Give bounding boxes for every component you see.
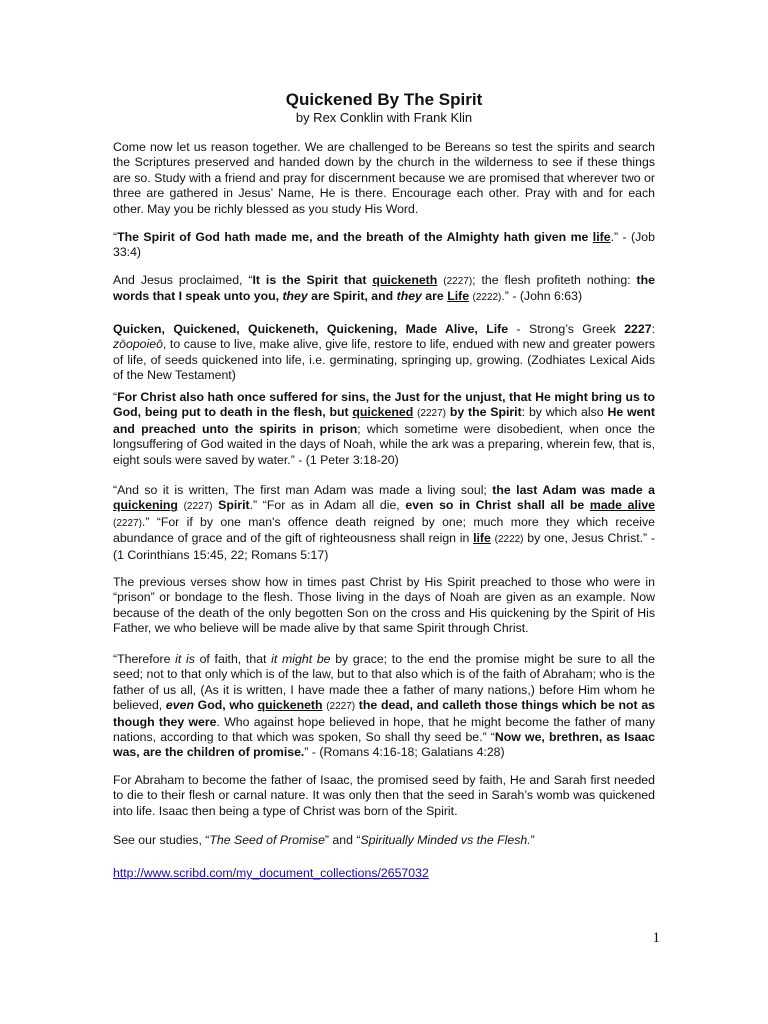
bold-span: by the Spirit xyxy=(445,405,522,420)
underlined-word: made alive xyxy=(589,498,656,513)
link-paragraph xyxy=(113,866,655,881)
text-span: “ xyxy=(113,230,118,244)
page-title: Quickened By The Spirit xyxy=(285,90,483,109)
strongs-definition-paragraph xyxy=(113,322,655,384)
bold-span: It is the Spirit that xyxy=(252,273,373,287)
bold-span: The Spirit of God hath made me, and the breath of the Almighty hath given me xyxy=(117,230,593,244)
strongs-ref: (2227) xyxy=(417,408,446,420)
strongs-ref: (2227) xyxy=(183,501,213,513)
underlined-word: Life xyxy=(447,289,470,304)
text-span: ; which sometime were disobedient, when once the longsuffering of God waited in the days of Noah, while the ark was a preparing, wherein few, that is, eight souls were saved by water.” - (1 Peter 3:18-20) xyxy=(113,421,655,467)
italic-span: it is xyxy=(175,652,195,666)
strongs-number: 2227 xyxy=(624,322,652,336)
bold-span: are Spirit, and xyxy=(307,289,397,304)
greek-transliteration: zōopoieō xyxy=(113,337,163,352)
intro-paragraph: Come now let us reason together. We are challenged to be Bereans so test the spirits and search the Scriptures preserved and handed down by the church in the wilderness to see if these things are so. Study with a friend and pray for discernment because we are promised that wherever two or three are gathered in Jesus’ Name, He is there. Encourage each other. Pray with and for each other. May you be richly blessed as you study His Word. xyxy=(113,140,655,216)
underlined-word: life xyxy=(473,531,491,546)
text-span: “And so it is written, The first man Adam was made a living soul; xyxy=(113,483,493,497)
bold-span: Quicken, Quickened, Quickeneth, Quickening, Made Alive, Life xyxy=(113,322,509,336)
text-span: : by which also xyxy=(521,405,608,420)
bold-span: the dead, and calleth those things which be not as though they were xyxy=(113,698,656,729)
text-span: And Jesus proclaimed, “ xyxy=(113,273,253,287)
text-span: .” “For if by one man's offence death reigned by one; much more they which receive abundance of grace and of the gift of righteousness shall reign in xyxy=(113,514,655,546)
strongs-ref: (2222) xyxy=(472,292,502,304)
strongs-ref: (2227) xyxy=(113,517,142,529)
text-span: ; the flesh profiteth nothing: xyxy=(472,273,637,287)
text-span: “Therefore xyxy=(113,652,176,666)
underlined-word: quickeneth xyxy=(372,273,438,287)
byline: by Rex Conklin with Frank Klin xyxy=(295,110,473,125)
abraham-paragraph: For Abraham to become the father of Isaac, the promised seed by faith, He and Sarah first needed to die to their flesh or carnal nature. It was only then that the seed in Sarah’s womb was quickened into life. Isaac then being a type of Christ was born of the Spirit. xyxy=(113,773,655,818)
job-quote-paragraph xyxy=(113,230,655,261)
bold-span: Spirit xyxy=(212,498,250,513)
text-span: .” “For as in Adam all die, xyxy=(249,498,406,513)
bold-span: For Christ also hath once suffered for sins, the Just for the unjust, that He might bring us to God, being put to death in the flesh, but xyxy=(113,390,655,420)
italic-bold-word: they xyxy=(282,289,308,304)
citation: by one, Jesus Christ.” - (1 Corinthians 15:45, 22; Romans 5:17) xyxy=(113,531,655,562)
citation: .” - (Job 33:4) xyxy=(113,230,655,260)
text-span: “ xyxy=(113,390,118,404)
previous-verses-paragraph: The previous verses show how in times past Christ by His Spirit preached to those who were in “prison” or bondage to the flesh. Those living in the days of Noah are given as an example. Now because of the death of the only begotten Son on the cross and His quickening by the Spirit of His Father, we who believe will be made alive by that same Spirit through Christ. xyxy=(113,575,655,636)
italic-span: it might be xyxy=(271,652,331,666)
study-title: Spiritually Minded vs the Flesh. xyxy=(360,833,531,847)
bold-span: are xyxy=(421,289,448,304)
bold-span: Now we, brethren, as Isaac was, are the children of promise. xyxy=(113,730,655,760)
john-quote-paragraph xyxy=(113,273,655,306)
text-span: by grace; to the end the promise might be sure to all the seed; not to that only which is of the law, but to that also which is of the faith of Abraham; who is the father of us all, (As it is written, I have made thee a father of many nations,) before Him whom he believed, xyxy=(113,652,655,713)
strongs-ref: (2227) xyxy=(326,701,356,713)
bold-span: even so in Christ shall all be xyxy=(405,498,590,513)
citation: .” - (John 6:63) xyxy=(501,289,583,304)
text-span: ” xyxy=(530,833,535,847)
text-span: of faith, that xyxy=(194,652,272,666)
text-span: See our studies, “ xyxy=(113,833,210,847)
text-span: ” and “ xyxy=(324,833,361,847)
italic-bold-word: they xyxy=(396,289,422,304)
text-span: , to cause to live, make alive, give life, restore to life, endued with new and greater powers of life, of seeds quickened into life, i.e. germinating, springing up, growing. (Zodhiates Lexical Aids of the New Testament) xyxy=(113,337,655,383)
romans-quote-paragraph xyxy=(113,652,655,761)
peter-quote-paragraph xyxy=(113,390,655,468)
page-number: 1 xyxy=(652,930,660,946)
underlined-word: life xyxy=(592,230,611,244)
bold-span: He went and preached unto the spirits in prison xyxy=(113,405,655,436)
strongs-ref: (2222) xyxy=(494,534,524,546)
citation: ” - (Romans 4:16-18; Galatians 4:28) xyxy=(304,745,505,760)
study-title: The Seed of Promise xyxy=(209,833,325,847)
bold-span: God, who xyxy=(193,698,258,713)
italic-bold-word: even xyxy=(165,698,194,713)
bold-span: the last Adam was made a xyxy=(492,483,655,497)
text-span: . Who against hope believed in hope, that he might become the father of many nations, according to that which was spoken, So shall thy seed be.” “ xyxy=(113,714,655,745)
text-span: - Strong’s Greek xyxy=(508,322,625,336)
text-span: : xyxy=(651,322,655,336)
collection-link[interactable]: http://www.scribd.com/my_document_collections/2657032 xyxy=(113,866,429,880)
bold-span: the words that I speak unto you, xyxy=(113,273,655,304)
underlined-word: quickened xyxy=(352,405,414,420)
corinthians-quote-paragraph xyxy=(113,483,655,563)
studies-paragraph xyxy=(113,833,655,848)
underlined-word: quickening xyxy=(113,498,178,513)
underlined-word: quickeneth xyxy=(257,698,323,713)
strongs-ref: (2227) xyxy=(443,276,473,287)
